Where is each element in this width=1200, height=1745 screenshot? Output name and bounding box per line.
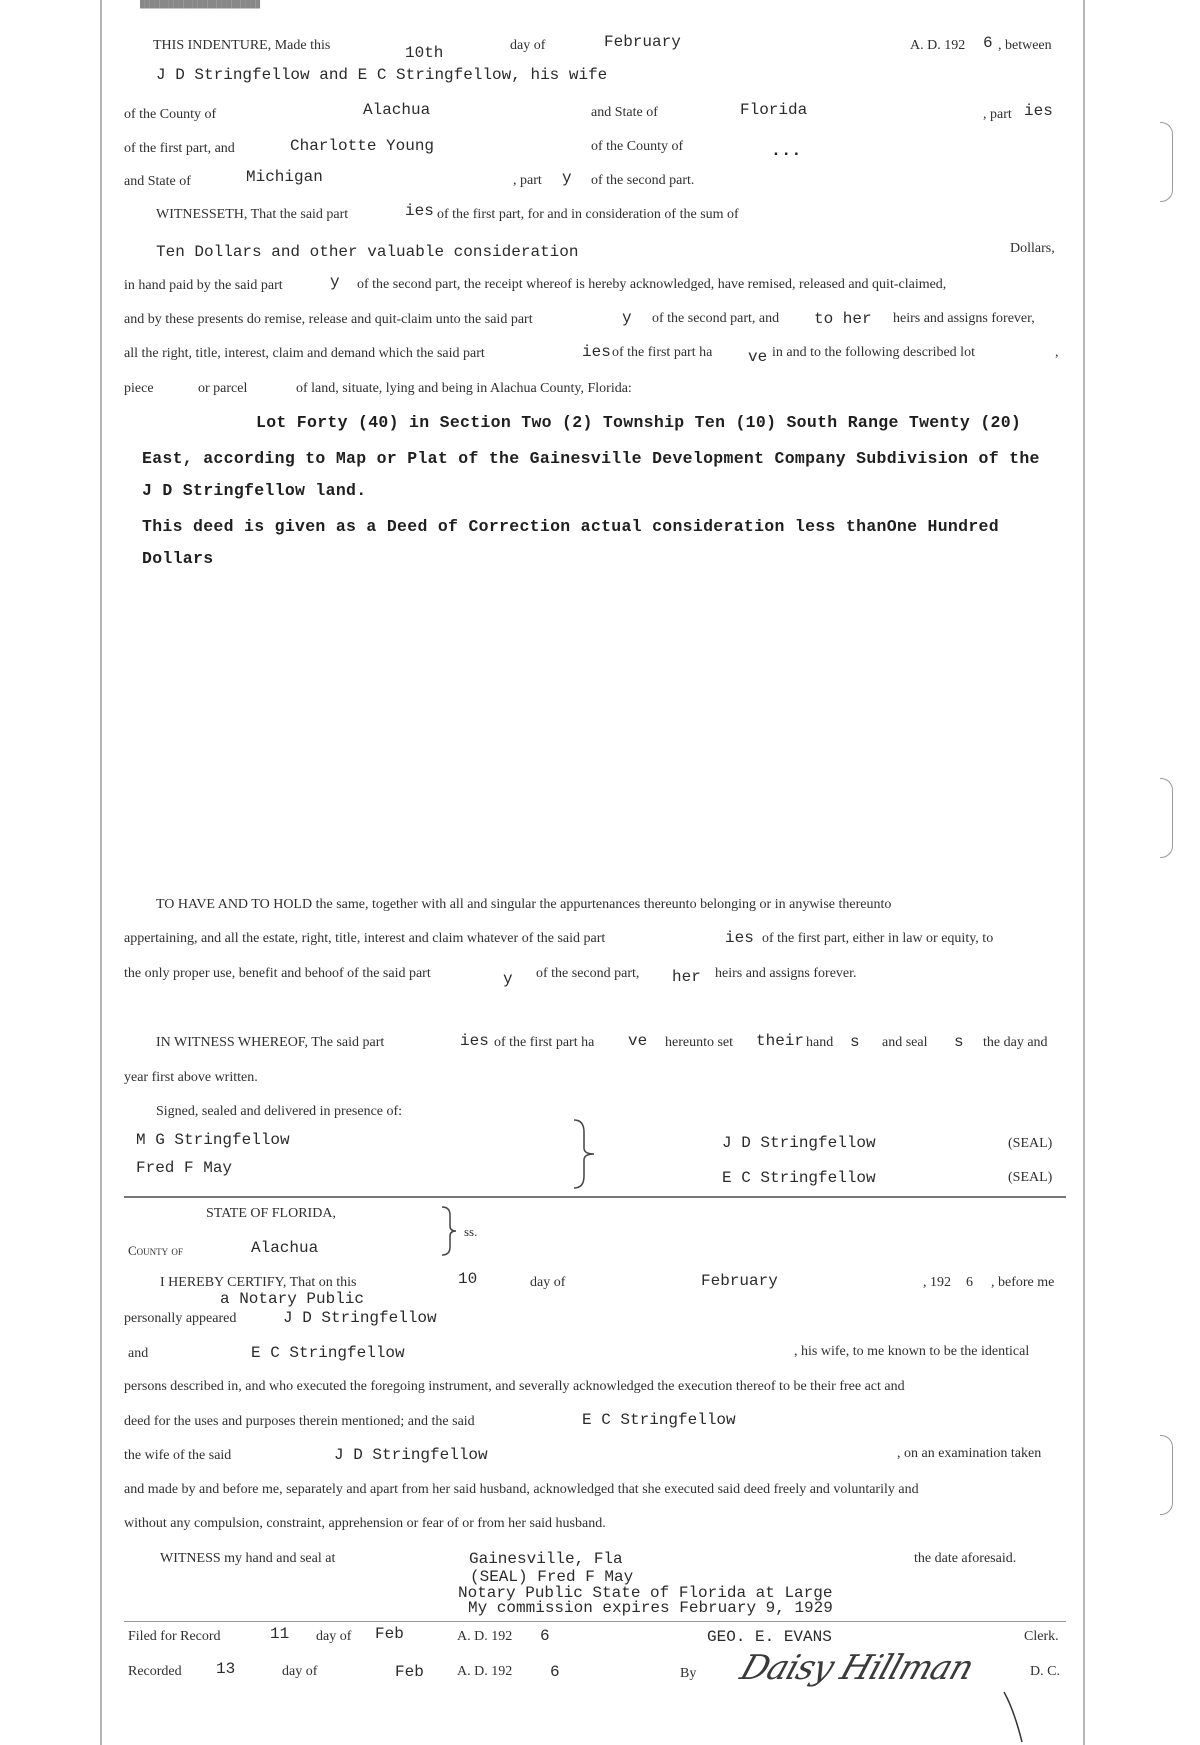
witness-parties-suffix: ies <box>460 1032 489 1050</box>
certify-intro: I HEREBY CERTIFY, That on this <box>160 1275 357 1290</box>
filed-for-record-label: Filed for Record <box>128 1629 221 1644</box>
certify-month: February <box>701 1272 778 1290</box>
parcel-label: or parcel <box>198 381 248 396</box>
to-her: to her <box>814 310 872 328</box>
pen-stroke <box>1000 1690 1030 1745</box>
acknowledgment-divider <box>124 1196 1066 1198</box>
grantor-county: Alachua <box>363 101 431 119</box>
signed-in-presence: Signed, sealed and delivered in presence of: <box>156 1104 403 1119</box>
part-label-2: , part <box>513 173 542 188</box>
filed-day-of: day of <box>316 1629 352 1644</box>
grantee-county: ... <box>771 141 802 160</box>
indenture-day: 10th <box>405 44 444 62</box>
seal-label-2: (SEAL) <box>1008 1170 1053 1185</box>
and-label: and <box>128 1346 149 1361</box>
manufacturer-imprint: █████████████████████████ <box>140 0 261 9</box>
wife-of-said: the wife of the said <box>124 1448 232 1463</box>
certify-ad: , 192 <box>923 1275 951 1290</box>
legal-description-line-3: J D Stringfellow land. <box>142 481 367 500</box>
state-of-florida: STATE OF FLORIDA, <box>206 1206 336 1221</box>
witness-their: their <box>756 1032 805 1050</box>
witness-name-1: M G Stringfellow <box>136 1131 290 1149</box>
first-part-and: of the first part, and <box>124 141 235 156</box>
county-label-1: of the County of <box>124 107 217 122</box>
legal-description-line-1: Lot Forty (40) in Section Two (2) Township Ten (10) South Range Twenty (20) <box>256 413 1022 432</box>
officer-title: a Notary Public <box>220 1290 365 1308</box>
signer-name-2: E C Stringfellow <box>722 1169 876 1187</box>
remise-party-suffix: y <box>622 309 632 327</box>
between-label: , between <box>998 38 1052 53</box>
witnesseth-intro: WITNESSETH, That the said part <box>156 207 349 222</box>
habendum-line-3c: heirs and assigns forever. <box>715 966 857 981</box>
ss-brace <box>440 1205 458 1257</box>
notary-place: Gainesville, Fla <box>469 1550 623 1568</box>
filed-year: 6 <box>540 1627 550 1645</box>
state-label-1: and State of <box>591 105 658 120</box>
signer-name-1: J D Stringfellow <box>722 1134 876 1152</box>
filed-ad: A. D. 192 <box>457 1629 513 1644</box>
right-title-suffix: ies <box>582 343 611 361</box>
filed-day: 11 <box>270 1625 290 1643</box>
habendum-line-3b: of the second part, <box>536 966 640 981</box>
recorded-ad: A. D. 192 <box>457 1664 513 1679</box>
by-label: By <box>680 1666 697 1681</box>
recording-divider <box>124 1621 1066 1622</box>
recorded-month: Feb <box>395 1663 424 1681</box>
certify-day: 10 <box>458 1270 478 1288</box>
witnesseth-suffix: ies <box>405 202 434 220</box>
witness-hands-suffix: s <box>850 1033 860 1051</box>
witness-whereof-b: of the first part ha <box>494 1035 595 1050</box>
date-aforesaid: the date aforesaid. <box>914 1551 1017 1566</box>
piece-label: piece <box>124 381 154 396</box>
seal-label-1: (SEAL) <box>1008 1136 1053 1151</box>
indenture-intro: THIS INDENTURE, Made this <box>153 38 331 53</box>
grantors-names: J D Stringfellow and E C Stringfellow, his wife <box>156 66 608 84</box>
second-part-label: of the second part. <box>591 173 695 188</box>
filed-month: Feb <box>375 1625 404 1643</box>
deputy-clerk-label: D. C. <box>1030 1664 1060 1679</box>
witness-whereof-d: the day and <box>983 1035 1048 1050</box>
habendum-her: her <box>672 968 701 986</box>
state-label-2: and State of <box>124 174 191 189</box>
executed-clause: persons described in, and who executed the foregoing instrument, and severally acknowledged the execution thereof to be their free act and <box>124 1379 905 1394</box>
witness-have-suffix: ve <box>628 1032 648 1050</box>
clerk-name: GEO. E. EVANS <box>707 1628 832 1646</box>
party-suffix: y <box>562 169 572 187</box>
acknowledgment-county: Alachua <box>251 1239 319 1257</box>
land-location: of land, situate, lying and being in Alachua County, Florida: <box>296 381 632 396</box>
before-me: , before me <box>991 1275 1055 1290</box>
known-identical: , his wife, to me known to be the identical <box>794 1344 1030 1359</box>
notary-commission: My commission expires February 9, 1929 <box>468 1599 833 1617</box>
habendum-parties-suffix: ies <box>725 929 754 947</box>
remise-clause-c: heirs and assigns forever, <box>893 311 1035 326</box>
habendum-line-2b: of the first part, either in law or equity, to <box>762 931 994 946</box>
ss-label: ss. <box>464 1224 478 1239</box>
right-title-clause: all the right, title, interest, claim and demand which the said part <box>124 346 485 361</box>
said-wife-name: E C Stringfellow <box>582 1411 736 1429</box>
receipt-party-suffix: y <box>330 273 340 291</box>
clerk-label: Clerk. <box>1024 1629 1059 1644</box>
recorded-label: Recorded <box>128 1664 182 1679</box>
part-label-1: , part <box>983 107 1012 122</box>
uses-purposes: deed for the uses and purposes therein mentioned; and the said <box>124 1414 475 1429</box>
correction-note-line-1: This deed is given as a Deed of Correction actual consideration less thanOne Hundred <box>142 517 999 536</box>
first-part-have: of the first part ha <box>612 345 713 360</box>
grantee-state: Michigan <box>246 168 323 186</box>
recorded-day-of: day of <box>282 1664 318 1679</box>
year-first-written: year first above written. <box>124 1070 258 1085</box>
consideration-amount: Ten Dollars and other valuable consideration <box>156 243 579 261</box>
binder-hole-top <box>1160 122 1173 202</box>
witness-seals-suffix: s <box>954 1033 964 1051</box>
lot-comma: , <box>1055 345 1059 360</box>
left-margin-line <box>100 0 102 1745</box>
dollars-label: Dollars, <box>1010 241 1055 256</box>
witness-hand-seal: WITNESS my hand and seal at <box>160 1551 336 1566</box>
witness-hand: hand <box>806 1035 834 1050</box>
notary-seal-name: (SEAL) Fred F May <box>470 1568 634 1586</box>
examination-taken: , on an examination taken <box>897 1446 1042 1461</box>
personally-appeared: personally appeared <box>124 1311 237 1326</box>
recorded-day: 13 <box>216 1660 236 1678</box>
legal-description-line-2: East, according to Map or Plat of the Gainesville Development Company Subdivision of the <box>142 449 1040 468</box>
receipt-clause-b: of the second part, the receipt whereof is hereby acknowledged, have remised, released and quit-claimed, <box>357 277 947 292</box>
husband-name: J D Stringfellow <box>334 1446 488 1464</box>
appeared-name: J D Stringfellow <box>283 1309 437 1327</box>
parties-suffix: ies <box>1024 102 1053 120</box>
have-suffix: ve <box>748 348 768 366</box>
witness-seal: and seal <box>882 1035 928 1050</box>
day-of-label: day of <box>510 38 546 53</box>
binder-hole-bottom <box>1160 1435 1173 1515</box>
indenture-year-digit: 6 <box>983 34 993 52</box>
separately-apart: and made by and before me, separately and apart from her said husband, acknowledged that she executed said deed freely and voluntarily and <box>124 1482 919 1497</box>
habendum-line-2a: appertaining, and all the estate, right, title, interest and claim whatever of the said part <box>124 931 606 946</box>
remise-clause-a: and by these presents do remise, release and quit-claim unto the said part <box>124 312 533 327</box>
witness-whereof-c: hereunto set <box>665 1035 734 1050</box>
county-label-2: of the County of <box>591 139 684 154</box>
wife-name: E C Stringfellow <box>251 1344 405 1362</box>
binder-hole-middle <box>1160 778 1173 858</box>
witnesseth-text: of the first part, for and in consideration of the sum of <box>437 207 739 222</box>
receipt-clause-a: in hand paid by the said part <box>124 278 283 293</box>
correction-note-line-2: Dollars <box>142 549 214 568</box>
witness-whereof-a: IN WITNESS WHEREOF, The said part <box>156 1035 385 1050</box>
notary-title: Notary Public State of Florida at Large <box>458 1584 833 1602</box>
grantee-name: Charlotte Young <box>290 137 435 155</box>
described-lot: in and to the following described lot <box>772 345 975 360</box>
deputy-clerk-signature: Daisy Hillman <box>735 1648 979 1688</box>
ad-label: A. D. 192 <box>910 38 966 53</box>
witness-name-2: Fred F May <box>136 1159 233 1177</box>
right-margin-line <box>1083 0 1085 1745</box>
grantor-state: Florida <box>740 101 808 119</box>
without-compulsion: without any compulsion, constraint, apprehension or fear of or from her said husband. <box>124 1516 606 1531</box>
recorded-year: 6 <box>550 1663 560 1681</box>
certify-year: 6 <box>966 1275 973 1290</box>
remise-clause-b: of the second part, and <box>652 311 780 326</box>
indenture-month: February <box>604 33 681 51</box>
signature-brace <box>570 1118 600 1190</box>
county-of-label: County of <box>128 1243 183 1258</box>
habendum-line-3a: the only proper use, benefit and behoof of the said part <box>124 966 431 981</box>
habendum-party-suffix: y <box>503 970 513 988</box>
certify-day-of: day of <box>530 1275 566 1290</box>
habendum-line-1: TO HAVE AND TO HOLD the same, together with all and singular the appurtenances thereunto belonging or in anywise thereunto <box>156 897 892 912</box>
